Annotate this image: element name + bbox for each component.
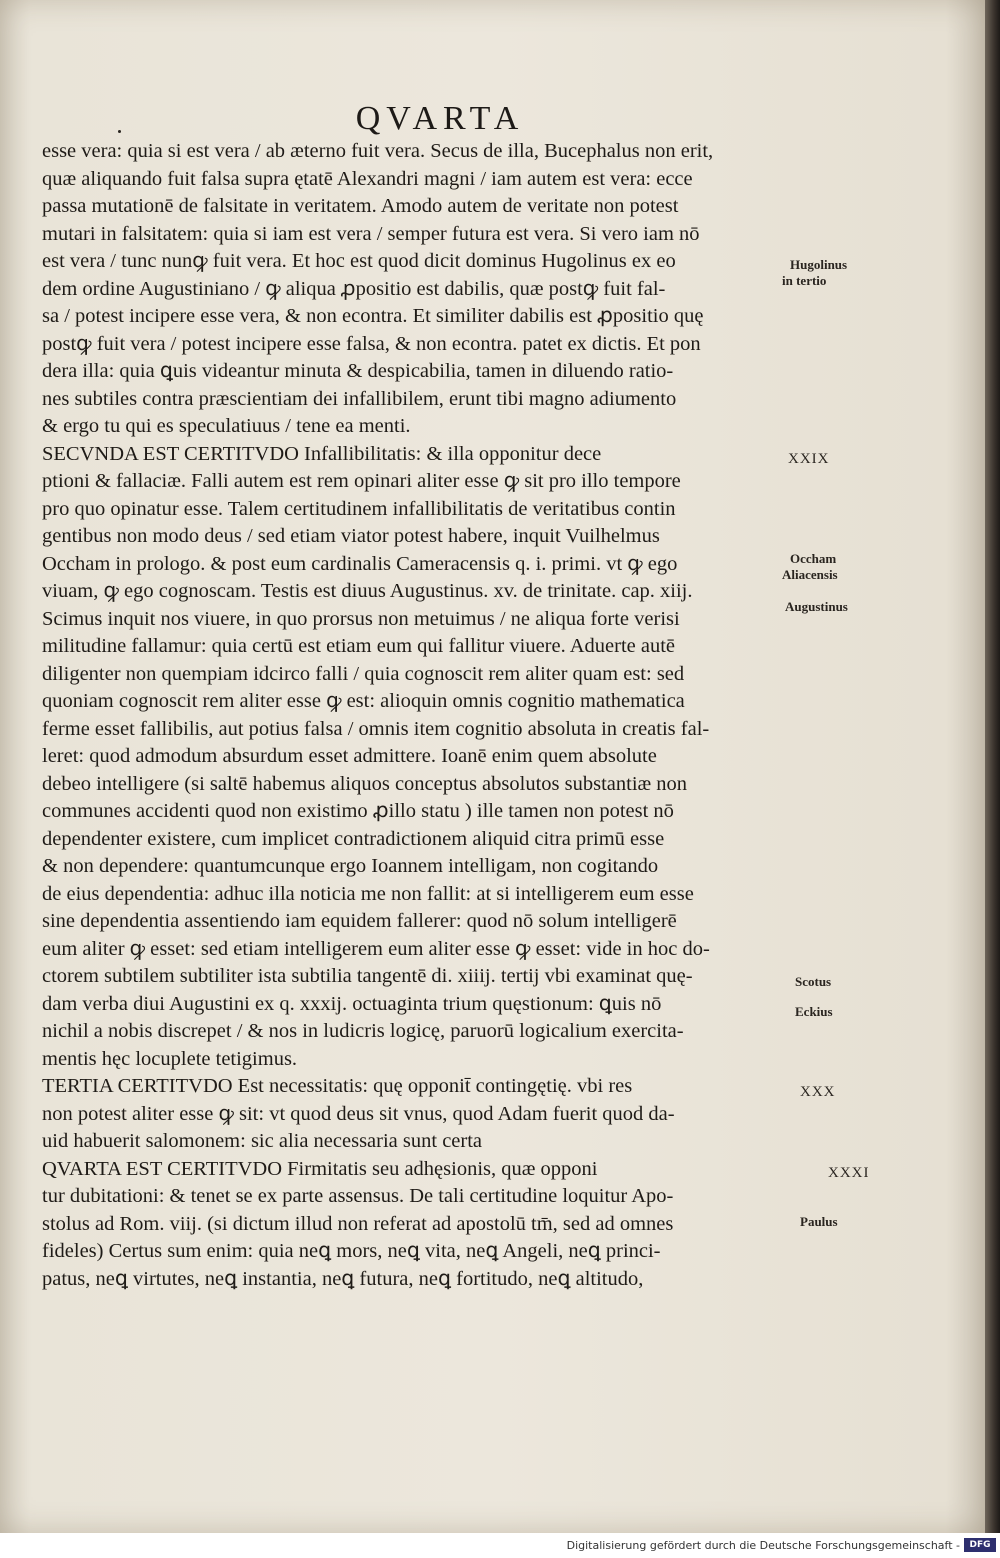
text-line: pro quo opinatur esse. Talem certitudinem infallibilitatis de veritatibus contin — [42, 497, 676, 520]
dfg-logo: DFG — [964, 1538, 996, 1552]
text-line: passa mutationē de falsitate in veritatem. Amodo autem de veritate non potest — [42, 195, 679, 217]
section-heading-line: TERTIA CERTITVDO Est necessitatis: quę opponit̄ contingętię. vbi res — [42, 1075, 633, 1097]
text-line: leret: quod admodum absurdum esset admittere. Ioanē enim quem absolute — [42, 745, 657, 767]
text-line: nichil a nobis discrepet / & nos in ludicris logicę, paruorū logicalium exercita‑ — [42, 1020, 684, 1042]
margin-note-in-tertio: in tertio — [782, 273, 827, 288]
text-line: patus, neꝗ virtutes, neꝗ instantia, neꝗ futura, neꝗ fortitudo, neꝗ altitudo, — [42, 1267, 644, 1290]
section-heading-line: QVARTA EST CERTITVDO Firmitatis seu adhęsionis, quæ opponi — [42, 1157, 598, 1180]
text-line: mentis hęc locuplete tetigimus. — [42, 1047, 298, 1070]
ink-dot — [118, 130, 121, 133]
margin-note-xxxi: XXXI — [828, 1165, 870, 1181]
text-line: ferme esset fallibilis, aut potius falsa / omnis item cognitio absoluta in creatis fal‑ — [42, 717, 710, 740]
text-line: postꝙ fuit vera / potest incipere esse falsa, & non econtra. patet ex dictis. Et pon — [42, 332, 701, 355]
text-line: militudine fallamur: quia certū est etiam eum qui fallitur viuere. Aduerte autē — [42, 635, 676, 657]
text-line: dependenter existere, cum implicet contradictionem aliquid citra primū esse — [42, 827, 665, 850]
text-line: stolus ad Rom. viĳ. (si dictum illud non referat ad apostolū tm̄, sed ad omnes — [42, 1212, 674, 1235]
footer-credit: Digitalisierung gefördert durch die Deutsche Forschungsgemeinschaft - — [566, 1539, 960, 1552]
text-line: & non dependere: quantumcunque ergo Ioannem intelligam, non cogitando — [42, 855, 659, 877]
text-line: quæ aliquando fuit falsa supra ętatē Alexandri magni / iam autem est vera: ecce — [42, 167, 693, 190]
text-line: sa / potest incipere esse vera, & non econtra. Et similiter dabilis est ꝓpositio quę — [42, 305, 704, 327]
text-line: non potest aliter esse ꝙ sit: vt quod deus sit vnus, quod Adam fuerit quod da‑ — [42, 1102, 675, 1125]
margin-note-xxix: XXIX — [788, 451, 830, 467]
text-line: tur dubitationi: & tenet se ex parte assensus. De tali certitudine loquitur Apo‑ — [42, 1185, 674, 1207]
text-line: sine dependentia assentiendo iam equidem fallerer: quod nō solum intelligerē — [42, 910, 677, 932]
text-line: dam verba diui Augustini ex q. xxxĳ. octuaginta trium quęstionum: ꝗuis nō — [42, 992, 662, 1015]
text-line: debeo intelligere (si saltē habemus aliquos conceptus absolutos substantiæ non — [42, 772, 688, 795]
book-spine — [985, 0, 1000, 1533]
text-line: mutari in falsitatem: quia si iam est vera / semper futura est vera. Si vero iam nō — [42, 222, 700, 245]
text-line: diligenter non quempiam idcirco falli / quia cognoscit rem aliter quam est: sed — [42, 662, 685, 685]
margin-note-hugolinus: Hugolinus — [790, 257, 848, 272]
text-line: communes accidenti quod non existimo ꝓillo statu ) ille tamen non potest nō — [42, 800, 674, 822]
text-line: & ergo tu qui es speculatiuus / tene ea menti. — [42, 415, 411, 437]
text-line: nes subtiles contra præscientiam dei infallibilem, erunt tibi magno adiumento — [42, 387, 677, 410]
text-line: Occham in prologo. & post eum cardinalis Cameracensis q. i. primi. vt ꝙ ego — [42, 552, 678, 575]
margin-note-augustinus: Augustinus — [785, 599, 848, 614]
margin-note-scotus: Scotus — [795, 974, 832, 989]
text-line: Scimus inquit nos viuere, in quo prorsus non metuimus / ne aliqua forte verisi — [42, 607, 680, 630]
margin-note-eckius: Eckius — [795, 1004, 833, 1019]
text-line: ptioni & fallaciæ. Falli autem est rem opinari aliter esse ꝙ sit pro illo tempore — [42, 470, 681, 492]
text-line: quoniam cognoscit rem aliter esse ꝙ est: alioquin omnis cognitio mathematica — [42, 690, 685, 712]
text-line: eum aliter ꝙ esset: sed etiam intelligerem eum aliter esse ꝙ esset: vide in hoc do‑ — [42, 937, 710, 960]
text-line: dera illa: quia ꝗuis videantur minuta & despicabilia, tamen in diluendo ratio‑ — [42, 360, 674, 382]
text-line: est vera / tunc nunꝙ fuit vera. Et hoc est quod dicit dominus Hugolinus ex eo — [42, 250, 676, 272]
margin-note-paulus: Paulus — [800, 1214, 838, 1229]
margin-note-aliacensis: Aliacensis — [782, 567, 838, 582]
text-line: fideles) Certus sum enim: quia neꝗ mors, neꝗ vita, neꝗ Angeli, neꝗ princi‑ — [42, 1240, 661, 1262]
margin-note-occham: Occham — [790, 551, 837, 566]
footer-bar — [0, 1533, 1000, 1558]
text-line: gentibus non modo deus / sed etiam viator potest habere, inquit Vuilhelmus — [42, 525, 660, 547]
text-line: esse vera: quia si est vera / ab æterno fuit vera. Secus de illa, Bucephalus non erit, — [42, 140, 714, 162]
page-header: QVARTA — [355, 100, 525, 137]
text-line: uid habuerit salomonem: sic alia necessaria sunt certa — [42, 1130, 483, 1152]
text-line: dem ordine Augustiniano / ꝙ aliqua ꝓpositio est dabilis, quæ postꝙ fuit fal‑ — [42, 277, 666, 300]
margin-note-xxx: XXX — [800, 1084, 836, 1100]
text-line: de eius dependentia: adhuc illa noticia me non fallit: at si intelligerem eum esse — [42, 882, 694, 905]
main-text-block — [42, 138, 782, 1293]
section-heading-line: SECVNDA EST CERTITVDO Infallibilitatis: & illa opponitur dece — [42, 442, 602, 465]
text-line: viuam, ꝙ ego cognoscam. Testis est diuus Augustinus. xv. de trinitate. cap. xiĳ. — [42, 580, 693, 602]
text-line: ctorem subtilem subtiliter ista subtilia tangentē di. xiiĳ. tertĳ vbi examinat quę‑ — [42, 965, 693, 987]
